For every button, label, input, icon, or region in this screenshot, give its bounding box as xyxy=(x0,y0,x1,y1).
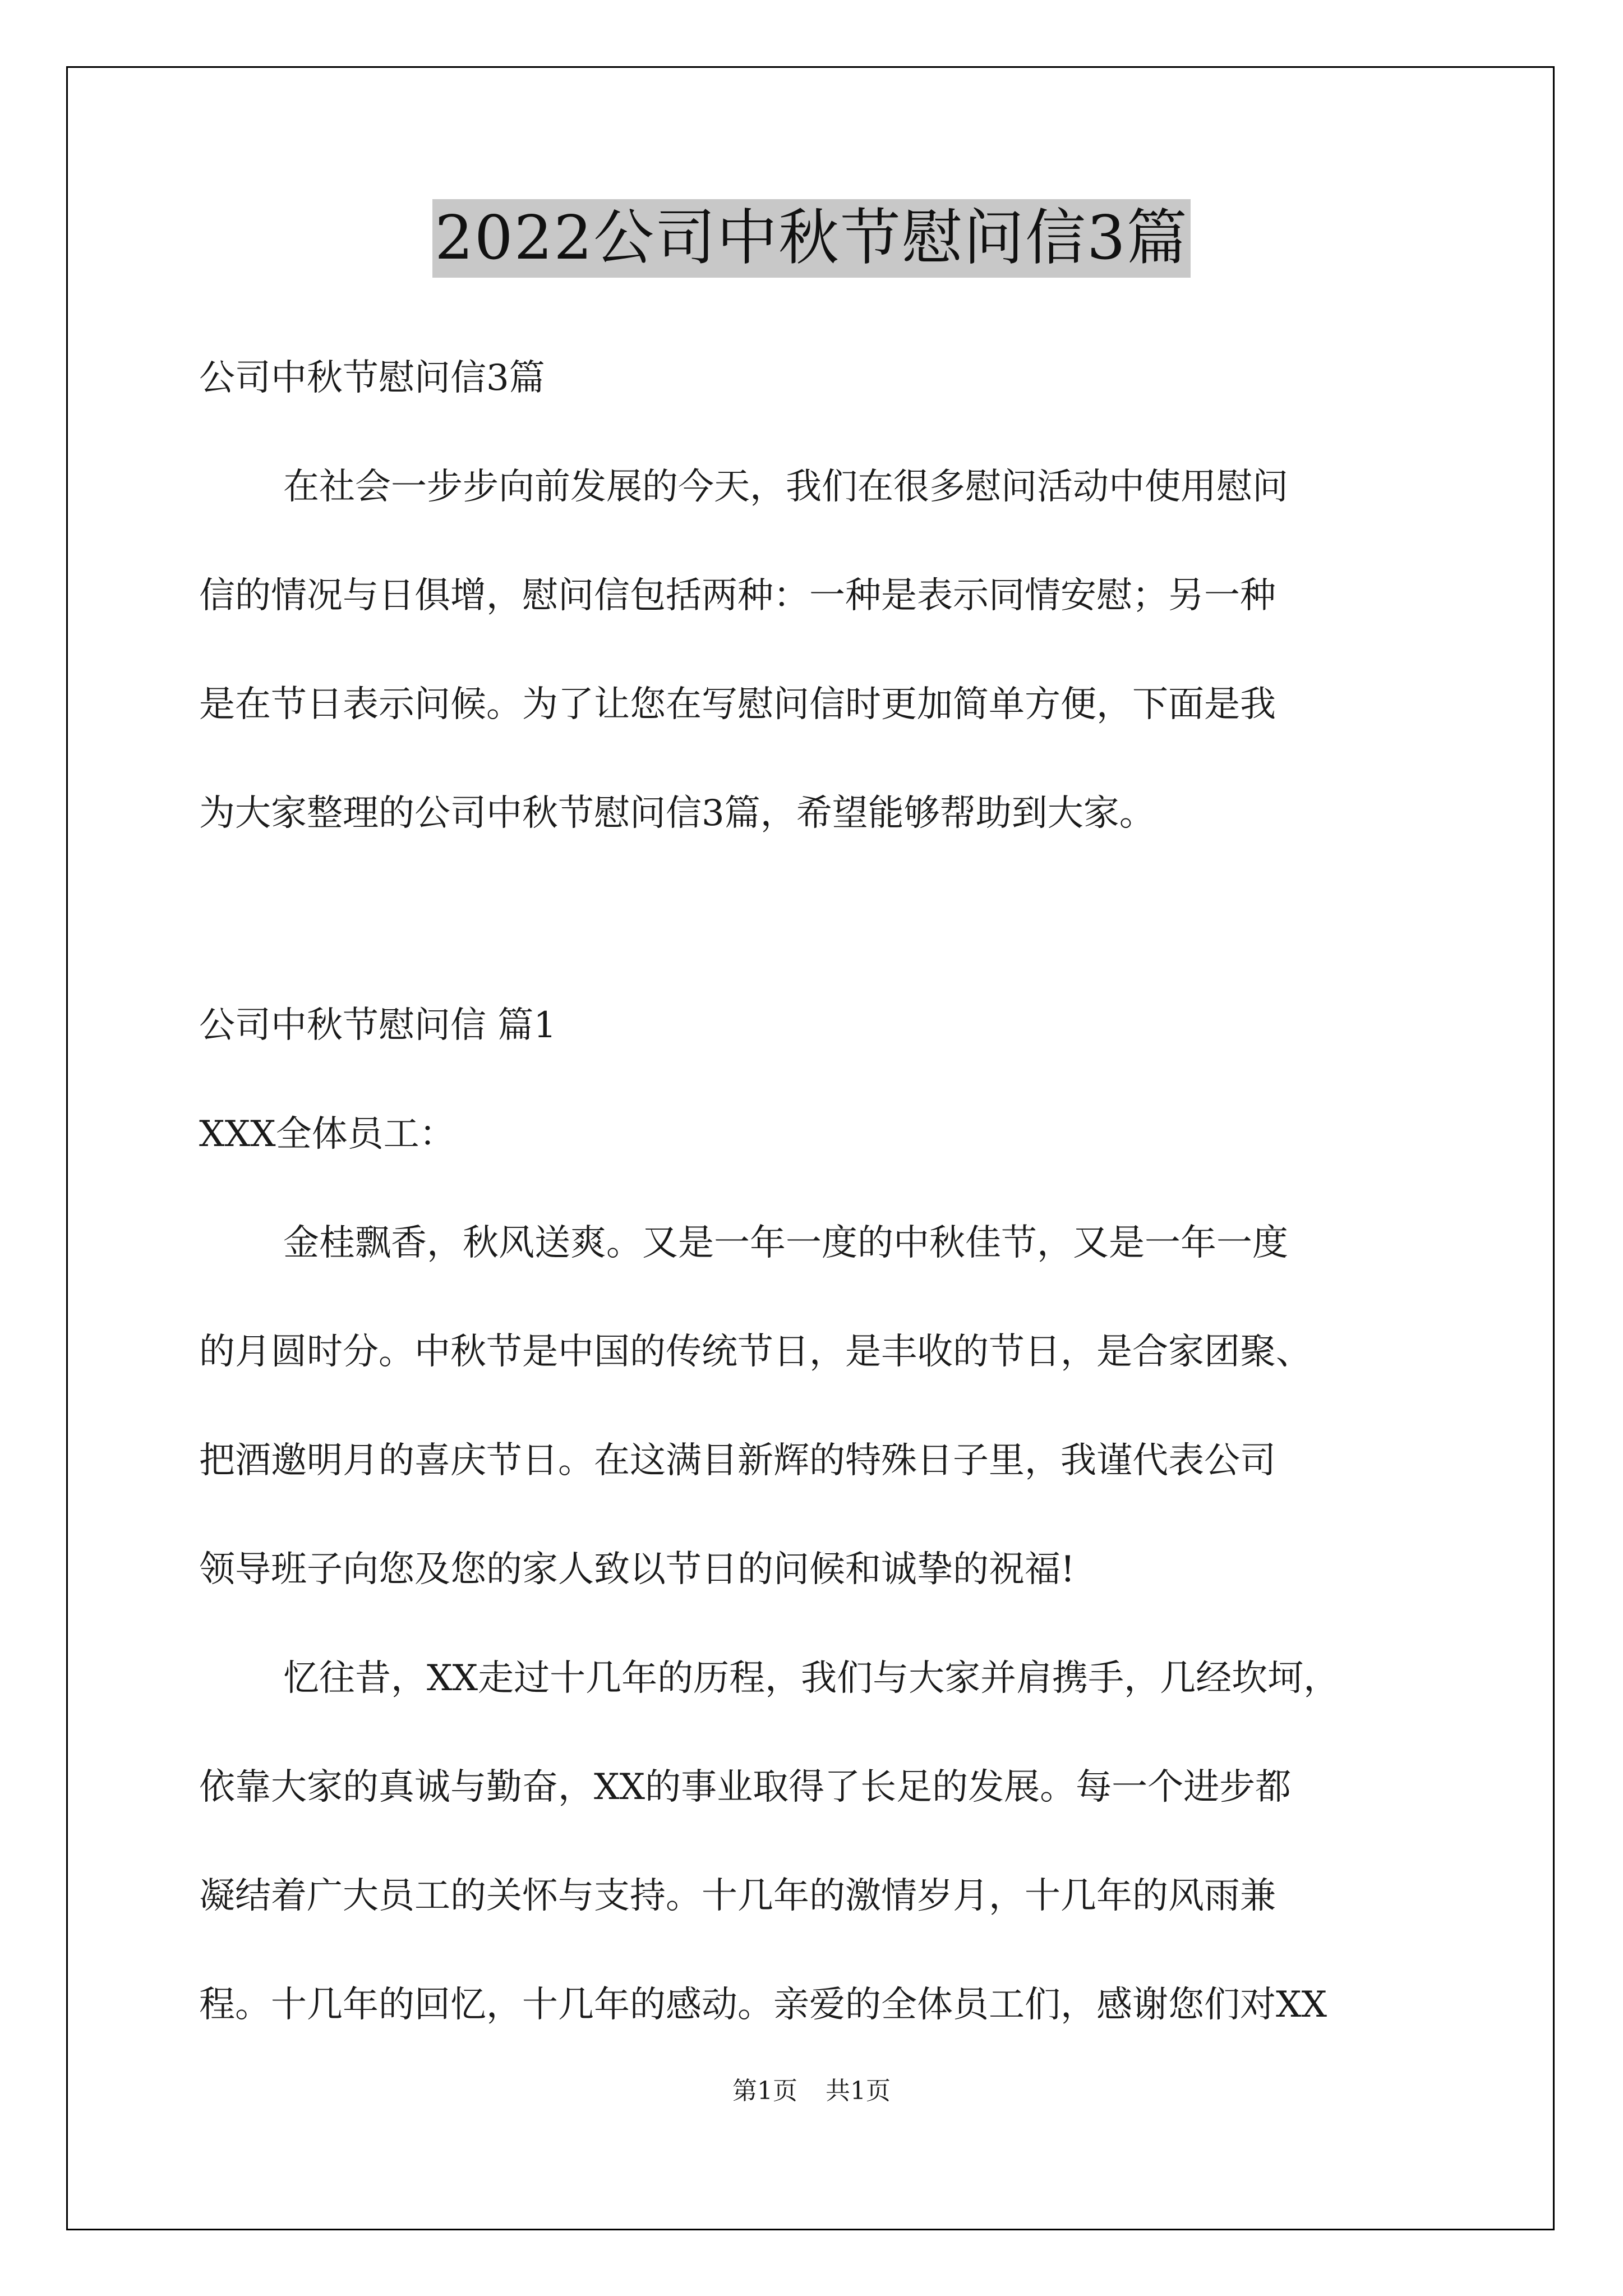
title-wrap xyxy=(0,199,1623,278)
para2-line-2: 依靠大家的真诚与勤奋，XX的事业取得了长足的发展。每一个进步都 xyxy=(199,1766,1292,1808)
intro-line-2: 信的情况与日俱增，慰问信包括两种：一种是表示同情安慰；另一种 xyxy=(199,575,1276,616)
para1-line-4: 领导班子向您及您的家人致以节日的问候和诚挚的祝福! xyxy=(199,1549,1075,1590)
page-number-current: 第1页 xyxy=(732,2077,797,2105)
document-title: 2022公司中秋节慰问信3篇 xyxy=(432,199,1191,278)
para2-line-4: 程。十几年的回忆，十几年的感动。亲爱的全体员工们，感谢您们对XX xyxy=(199,1984,1327,2026)
para1-line-1: 金桂飘香，秋风送爽。又是一年一度的中秋佳节，又是一年一度 xyxy=(283,1222,1288,1264)
subtitle: 公司中秋节慰问信3篇 xyxy=(199,357,545,399)
para2-line-3: 凝结着广大员工的关怀与支持。十几年的激情岁月，十几年的风雨兼 xyxy=(199,1875,1276,1917)
para1-line-2: 的月圆时分。中秋节是中国的传统节日，是丰收的节日，是合家团聚、 xyxy=(199,1331,1312,1373)
section1-heading: 公司中秋节慰问信 篇1 xyxy=(199,1005,557,1046)
intro-line-3: 是在节日表示问候。为了让您在写慰问信时更加简单方便，下面是我 xyxy=(199,684,1276,725)
intro-line-4: 为大家整理的公司中秋节慰问信3篇，希望能够帮助到大家。 xyxy=(199,793,1155,834)
page-number-total: 共1页 xyxy=(826,2077,891,2105)
salutation: XXX全体员工： xyxy=(199,1114,455,1155)
page-footer xyxy=(0,2076,1623,2107)
intro-line-1: 在社会一步步向前发展的今天，我们在很多慰问活动中使用慰问 xyxy=(283,466,1288,508)
para1-line-3: 把酒邀明月的喜庆节日。在这满目新辉的特殊日子里，我谨代表公司 xyxy=(199,1440,1276,1481)
para2-line-1: 忆往昔，XX走过十几年的历程，我们与大家并肩携手，几经坎坷， xyxy=(283,1658,1340,1699)
